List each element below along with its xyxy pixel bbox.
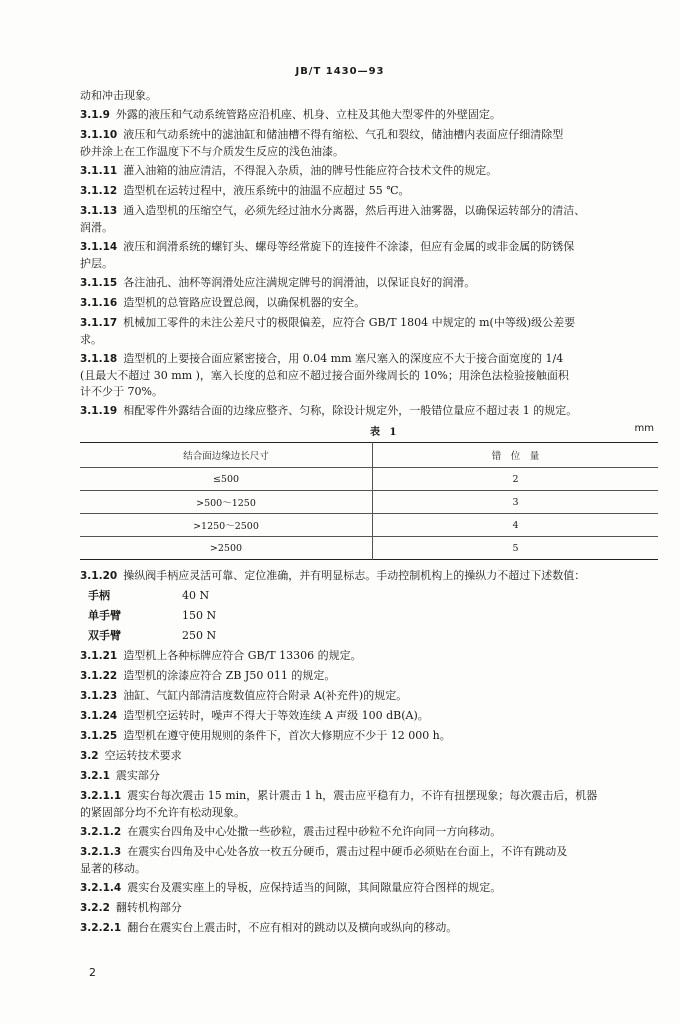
clause-text: 震实台每次震击 15 min，累计震击 1 h，震击应平稳有力，不许有扭摆现象；每次震击后，机器 — [127, 789, 598, 802]
clause-number: 3.1.9 — [80, 109, 110, 121]
clause-text: 油缸、气缸内部清洁度数值应符合附录 A(补充件)的规定。 — [123, 689, 408, 702]
force-label: 手柄 — [88, 589, 110, 602]
clause-text: 操纵阀手柄应灵活可靠、定位准确，并有明显标志。手动控制机构上的操纵力不超过下述数值： — [123, 569, 586, 582]
clause-text: 求。 — [80, 333, 102, 346]
clause-number: 3.1.20 — [80, 570, 118, 582]
clause-line — [80, 351, 658, 367]
table-header-size: 结合面边缘边长尺寸 — [80, 443, 373, 468]
table-row — [80, 491, 658, 514]
table-cell-size: >2500 — [80, 537, 373, 560]
clause-line — [80, 920, 658, 936]
clause-text: 震实台及震实座上的导板，应保持适当的间隙，其间隙量应符合图样的规定。 — [127, 881, 502, 894]
clause-line — [80, 900, 658, 916]
table-row — [80, 468, 658, 491]
page-number: 2 — [89, 966, 96, 979]
clause-text: 液压和气动系统中的滤油缸和储油槽不得有缩松、气孔和裂纹，储油槽内表面应仔细清除型 — [123, 128, 564, 141]
clause-line — [80, 203, 658, 219]
clause-line — [80, 688, 658, 704]
table-cell-offset: 4 — [373, 514, 659, 537]
clause-line — [80, 256, 658, 271]
clause-text: 造型机在遵守使用规则的条件下，首次大修期应不少于 12 000 h。 — [123, 729, 451, 742]
clause-number: 3.2.1.1 — [80, 790, 122, 802]
force-item — [80, 628, 658, 643]
clause-text: 造型机的总管路应设置总阀，以确保机器的安全。 — [123, 296, 366, 309]
clause-text: 造型机的涂漆应符合 ZB J50 011 的规定。 — [123, 669, 336, 682]
force-item — [80, 588, 658, 603]
force-item — [80, 608, 658, 623]
clause-number: 3.1.21 — [80, 650, 118, 662]
clause-line — [80, 648, 658, 664]
clause-line — [80, 748, 658, 764]
table-cell-offset: 2 — [373, 468, 659, 491]
clause-text: 显著的移动。 — [80, 862, 146, 875]
table-cell-size: >500～1250 — [80, 491, 373, 514]
clause-number: 3.1.10 — [80, 129, 118, 141]
clause-number: 3.1.23 — [80, 690, 118, 702]
clause-text: 的紧固部分均不允许有松动现象。 — [80, 806, 245, 819]
clause-line — [80, 728, 658, 744]
clause-number: 3.1.22 — [80, 670, 118, 682]
clause-text: 各注油孔、油杯等润滑处应注满规定牌号的润滑油，以保证良好的润滑。 — [123, 276, 476, 289]
table-row — [80, 514, 658, 537]
clause-text: 机械加工零件的未注公差尺寸的极限偏差，应符合 GB/T 1804 中规定的 m(中等级)级公差要 — [123, 316, 576, 329]
clause-number: 3.1.18 — [80, 353, 118, 365]
clause-number: 3.1.16 — [80, 297, 118, 309]
table-cell-offset: 3 — [373, 491, 659, 514]
clause-line — [80, 880, 658, 896]
clause-line — [80, 163, 658, 179]
clause-line — [80, 183, 658, 199]
clause-text: 护层。 — [80, 257, 113, 270]
clause-text: 在震实台四角及中心处撒一些砂粒，震击过程中砂粒不允许向同一方向移动。 — [127, 825, 502, 838]
clause-line — [80, 403, 658, 419]
table-cell-size: >1250～2500 — [80, 514, 373, 537]
clauses-bottom — [80, 648, 658, 936]
clause-text: 空运转技术要求 — [104, 749, 182, 762]
force-list — [80, 588, 658, 643]
clause-line — [80, 805, 658, 820]
clause-line — [80, 824, 658, 840]
clause-text: 计不少于 70%。 — [80, 385, 163, 398]
clause-line — [80, 315, 658, 331]
force-value: 150 N — [182, 609, 217, 622]
clause-line — [80, 220, 658, 235]
table-unit: mm — [634, 423, 654, 434]
table-row — [80, 537, 658, 560]
clause-line — [80, 127, 658, 143]
clause-line — [80, 88, 658, 103]
clause-number: 3.1.19 — [80, 405, 118, 417]
clause-line — [80, 844, 658, 860]
clause-line — [80, 275, 658, 291]
clause-text: 外露的液压和气动系统管路应沿机座、机身、立柱及其他大型零件的外壁固定。 — [115, 108, 501, 121]
force-value: 40 N — [182, 589, 210, 602]
clause-number: 3.1.15 — [80, 277, 118, 289]
clause-number: 3.2.2 — [80, 902, 110, 914]
clause-text: 相配零件外露结合面的边缘应整齐、匀称，除设计规定外，一般错位量应不超过表 1 的规定。 — [123, 404, 578, 417]
clause-number: 3.1.24 — [80, 710, 118, 722]
clause-line — [80, 768, 658, 784]
clause-number: 3.1.17 — [80, 317, 118, 329]
clause-text: 通入造型机的压缩空气，必须先经过油水分离器，然后再进入油雾器，以确保运转部分的清洁、 — [123, 204, 586, 217]
force-label: 单手臂 — [88, 609, 121, 622]
clause-number: 3.2.1.3 — [80, 846, 122, 858]
document-header: JB/T 1430—93 — [295, 66, 385, 77]
clause-text: 动和冲击现象。 — [80, 89, 157, 102]
clause-number: 3.2.2.1 — [80, 922, 122, 934]
clause-line — [80, 568, 658, 584]
clause-line — [80, 332, 658, 347]
clause-line — [80, 668, 658, 684]
clause-line — [80, 239, 658, 255]
clause-number: 3.1.13 — [80, 205, 118, 217]
offset-table — [80, 442, 658, 560]
table-header-offset: 错 位 量 — [373, 443, 659, 468]
table-cell-size: ≤500 — [80, 468, 373, 491]
clause-text: 造型机上各种标牌应符合 GB/T 13306 的规定。 — [123, 649, 362, 662]
clause-text: 造型机的上要接合面应紧密接合，用 0.04 mm 塞尺塞入的深度应不大于接合面宽度的 1/4 — [123, 352, 564, 365]
clause-number: 3.1.12 — [80, 185, 118, 197]
clause-number: 3.1.14 — [80, 241, 118, 253]
clause-text: 翻转机构部分 — [115, 901, 182, 914]
clause-number: 3.1.25 — [80, 730, 118, 742]
clause-line — [80, 107, 658, 123]
clause-text: 润滑。 — [80, 221, 113, 234]
clause-line — [80, 144, 658, 159]
clause-text: 砂并涂上在工作温度下不与介质发生反应的浅色油漆。 — [80, 145, 344, 158]
clause-line — [80, 788, 658, 804]
clause-line — [80, 384, 658, 399]
table-caption: 表 1 — [370, 427, 400, 438]
clause-text: 翻台在震实台上震击时，不应有相对的跳动以及横向或纵向的移动。 — [127, 921, 458, 934]
force-value: 250 N — [182, 629, 217, 642]
table-caption-row — [80, 423, 658, 438]
table-header-row — [80, 443, 658, 468]
clause-line — [80, 295, 658, 311]
clause-number: 3.2.1 — [80, 770, 110, 782]
clause-text: (且最大不超过 30 mm )，塞入长度的总和应不超过接合面外缘周长的 10%；用涂色法检验接触面积 — [80, 369, 569, 382]
clause-number: 3.2.1.2 — [80, 826, 122, 838]
clause-text: 震实部分 — [115, 769, 160, 782]
clause-number: 3.2.1.4 — [80, 882, 122, 894]
clause-line — [80, 708, 658, 724]
clause-line — [80, 368, 658, 383]
clauses-top — [80, 88, 658, 419]
clause-text: 在震实台四角及中心处各放一枚五分硬币，震击过程中硬币必须贴在台面上，不许有跳动及 — [127, 845, 568, 858]
force-label: 双手臂 — [88, 629, 121, 642]
clause-number: 3.1.11 — [80, 165, 118, 177]
clause-text: 灌入油箱的油应清洁，不得混入杂质，油的牌号性能应符合技术文件的规定。 — [123, 164, 498, 177]
document-body — [80, 91, 658, 940]
clause-text: 造型机空运转时，噪声不得大于等效连续 A 声级 100 dB(A)。 — [123, 709, 429, 722]
clause-number: 3.2 — [80, 750, 99, 762]
table-cell-offset: 5 — [512, 542, 519, 554]
clause-text: 造型机在运转过程中，液压系统中的油温不应超过 55 ℃。 — [123, 184, 410, 197]
clause-line — [80, 861, 658, 876]
clause-text: 液压和润滑系统的螺钉头、螺母等经常旋下的连接件不涂漆，但应有金属的或非金属的防锈保 — [123, 240, 575, 253]
